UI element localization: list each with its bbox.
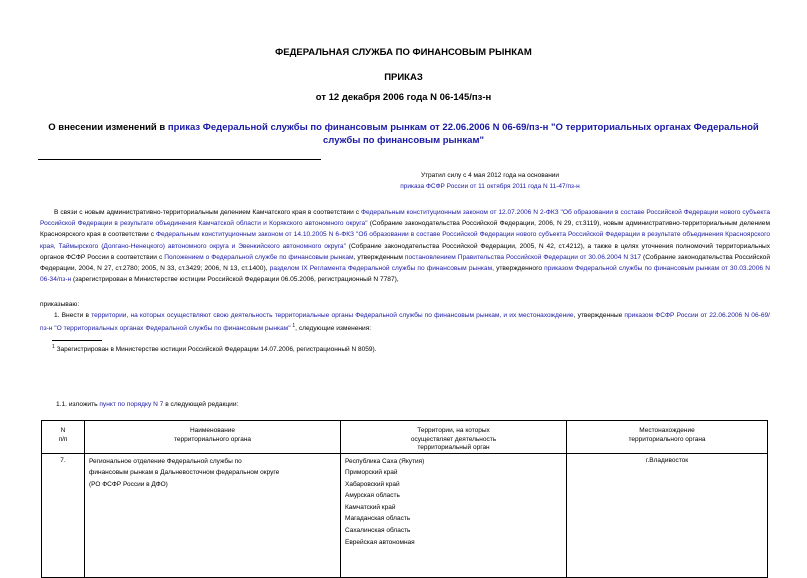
item-1-paragraph xyxy=(40,310,770,335)
territory-item: Магаданская область xyxy=(345,515,411,523)
fsfr-order-link[interactable]: приказом ФСФР России от 22.06.2006 N 06-69/пз-н "О территориальных органах Федеральной службы по финансовым рынкам" xyxy=(40,312,770,333)
order-word: приказываю: xyxy=(40,301,80,308)
territory-item: Амурская область xyxy=(345,492,400,500)
table-row xyxy=(42,453,768,577)
territory-item: Еврейская автономная xyxy=(345,538,415,546)
territory-item: Камчатский край xyxy=(345,503,396,511)
law-link-krasnoyarsk[interactable]: Федеральным конституционным законом от 14.10.2005 N 6-ФКЗ "Об образовании в составе Российской Федерации нового субъекта Российской Федерации в результате объединения Красноярского края, Таймырского (Долгано-Ненецкого) автономного округа и Эвенкийского автономного округа" xyxy=(40,231,770,250)
document-title xyxy=(40,121,767,147)
lost-force-link[interactable]: приказа ФСФР России от 11 октября 2011 года N 11-47/пз-н xyxy=(400,183,580,190)
table-header-row xyxy=(42,421,768,454)
territorial-organs-table xyxy=(41,420,768,578)
text: , утвержденного xyxy=(492,265,545,273)
footnote-ref[interactable]: 1 xyxy=(292,323,296,330)
item-1-1-paragraph xyxy=(56,399,456,410)
text: (Собрание законодательства Российской Федерации, 2004, N 27, ст.2780; 2005, N 33, ст.3429; 2006, N 13, ст.1400), xyxy=(40,253,771,273)
text: (Собрание законодательства Российской Федерации, 2006, N 29, ст.3119), новым административно-территориальным делением Красноярского края в соответствии с xyxy=(40,220,771,239)
header-territories: Территории, на которых осуществляет деятельность территориальный орган xyxy=(341,421,567,454)
territory-item: Приморский край xyxy=(345,469,398,477)
header-location: Местонахождение территориального органа xyxy=(567,421,768,454)
row-location: г.Владивосток xyxy=(567,453,768,577)
agency-title: ФЕДЕРАЛЬНАЯ СЛУЖБА ПО ФИНАНСОВЫМ РЫНКАМ xyxy=(275,47,532,58)
text: , следующие изменения: xyxy=(295,325,372,333)
document-date-number: от 12 декабря 2006 года N 06-145/пз-н xyxy=(315,92,492,103)
text: , утвержденным xyxy=(353,253,405,261)
text: в следующей редакции: xyxy=(163,401,239,408)
title-link[interactable]: приказ Федеральной службы по финансовым рынкам от 22.06.2006 N 06-69/пз-н "О территориальных органах Федеральной службы по финансовым рынкам" xyxy=(167,122,759,146)
territory-item: Республика Саха (Якутия) xyxy=(345,457,425,465)
row-num: 7. xyxy=(42,453,85,577)
text: 1.1. изложить xyxy=(56,401,100,408)
lost-force-text: Утратил силу с 4 мая 2012 года на основании xyxy=(420,172,560,179)
territory-item: Сахалинская область xyxy=(345,527,411,535)
lost-force-note xyxy=(240,170,740,192)
text: 1. Внести в xyxy=(54,312,92,319)
territories-link[interactable]: территории, на которых осуществляют свою деятельность территориальные органы Федеральной службы по финансовым рынкам, и их местонахождение xyxy=(91,312,574,319)
title-prefix: О внесении изменений в xyxy=(48,122,168,133)
divider xyxy=(38,159,321,160)
text: , утвержденные xyxy=(573,312,625,319)
territory-item: Хабаровский край xyxy=(345,480,400,488)
footnote xyxy=(52,344,376,353)
regulation-link[interactable]: Положением о Федеральной службе по финансовым рынкам xyxy=(164,253,354,261)
row-territories xyxy=(341,453,567,577)
footnote-text: Зарегистрирован в Министерстве юстиции Российской Федерации 14.07.2006, регистрационный N 8059). xyxy=(54,346,377,354)
point-7-link[interactable]: пункт по порядку N 7 xyxy=(99,401,164,408)
header-name: Наименование территориального органа xyxy=(85,421,341,454)
text: (зарегистрирован в Министерстве юстиции Российской Федерации 06.05.2006, регистрационный N 7787), xyxy=(71,276,399,284)
reglament-link[interactable]: разделом IX Регламента Федеральной службы по финансовым рынкам xyxy=(269,265,493,273)
text: (Собрание законодательства Российской Федерации, 2005, N 42, ст.4212), а также в целях уточнения полномочий территориальных органов ФСФР России в соответствии с xyxy=(40,242,771,261)
header-num: N п/п xyxy=(42,421,85,454)
document-type: ПРИКАЗ xyxy=(384,72,423,83)
text: В связи с новым административно-территориальным делением Камчатского края в соответствии с xyxy=(54,209,362,216)
footnote-marker: 1 xyxy=(52,344,55,350)
order-link[interactable]: приказом Федеральной службы по финансовым рынкам от 30.03.2006 N 06-34/пз-н xyxy=(40,265,770,284)
footnote-divider xyxy=(52,340,102,341)
law-link-kamchatka[interactable]: Федеральным конституционным законом от 12.07.2006 N 2-ФКЗ "Об образовании в составе Российской Федерации нового субъекта Российской Федерации в результате объединения Камчатской области и Корякского автономного округа" xyxy=(40,209,770,228)
government-decree-link[interactable]: постановлением Правительства Российской Федерации от 30.06.2004 N 317 xyxy=(404,253,642,261)
preamble-paragraph xyxy=(40,207,770,285)
row-name: Региональное отделение Федеральной службы по финансовым рынкам в Дальневосточном федеральном округе (РО ФСФР России в ДФО) xyxy=(85,453,341,577)
